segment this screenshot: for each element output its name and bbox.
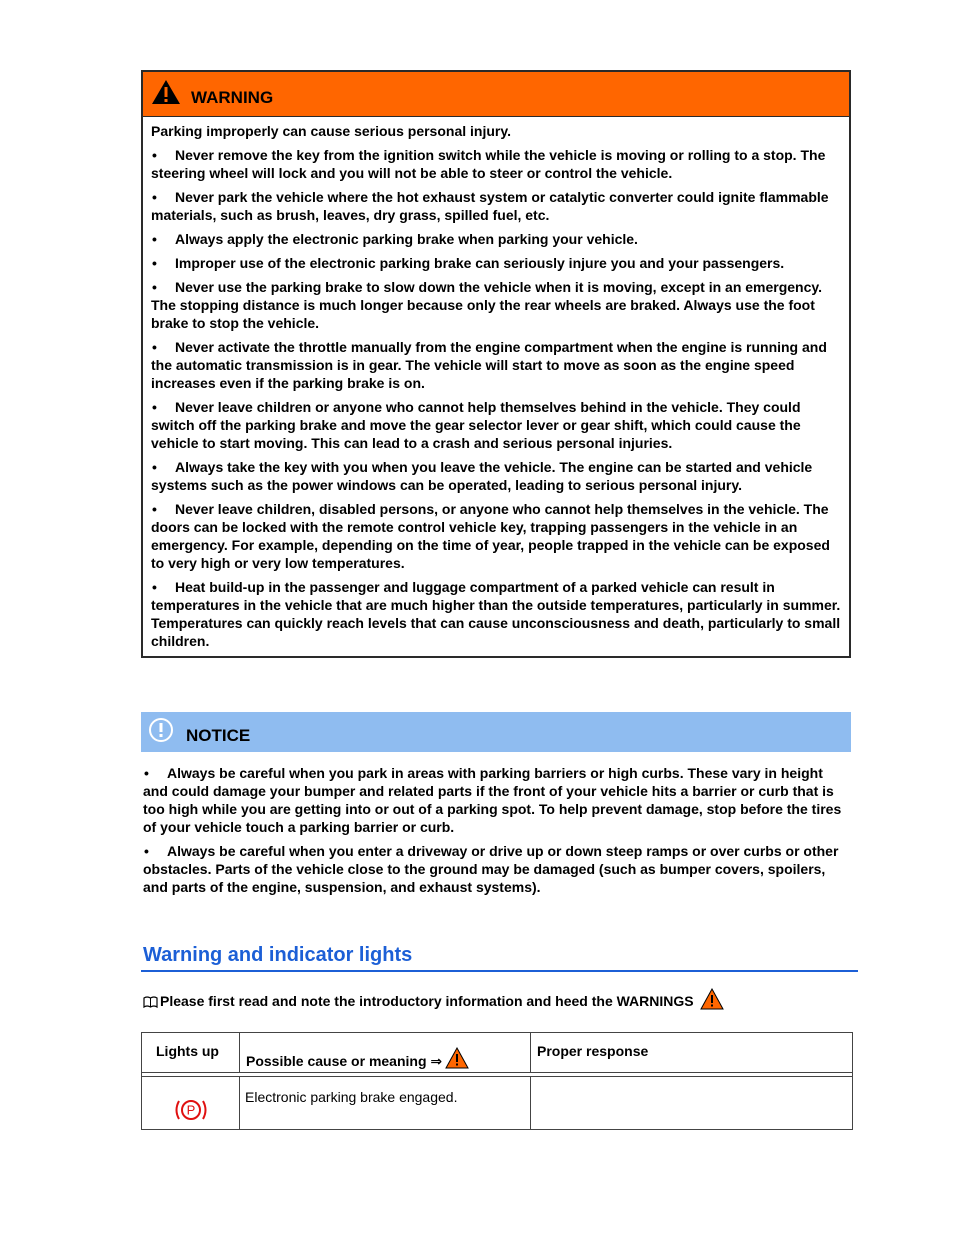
notice-item: • Always be careful when you enter a driveway or drive up or down steep ramps or over curbs or other obstacles. Parts of the vehicle close to the ground may be damaged (such as bumper covers, spoilers, and parts of the engine, suspension, and exhaust systems). (143, 843, 839, 895)
warning-triangle-icon (445, 1047, 469, 1072)
warning-item: • Never leave children, disabled persons, or anyone who cannot help themselves in the vehicle. The doors can be locked with the remote control vehicle key, trapping passengers in the vehicle in an emergency. For example, depending on the time of year, people trapped in the vehicle can be exposed to very high or very low temperatures. (151, 501, 830, 571)
warning-body (143, 117, 849, 656)
notice-body (143, 764, 851, 902)
response-cell (531, 1077, 853, 1130)
warning-item: • Never park the vehicle where the hot exhaust system or catalytic converter could ignite flammable materials, such as brush, leaves, dry grass, spilled fuel, etc. (151, 189, 829, 223)
section-intro-text: Please first read and note the introductory information and heed the WARNINGS (160, 992, 694, 1009)
light-cell (142, 1077, 240, 1130)
table-header-row (142, 1033, 853, 1073)
warning-box (141, 70, 851, 658)
indicator-lights-table (141, 1032, 853, 1130)
notice-title: NOTICE (186, 726, 251, 745)
warning-item: • Improper use of the electronic parking brake can seriously injure you and your passengers. (152, 255, 785, 271)
svg-text:P: P (186, 1102, 195, 1118)
notice-item: • Always be careful when you park in areas with parking barriers or high curbs. These vary in height and could damage your bumper and related parts if the front of your vehicle hits a barrier or curb that is too high while you are getting into or out of a parking spot. To help prevent damage, stop before the tires of your vehicle touch a parking barrier or curb. (143, 765, 842, 835)
notice-header (141, 712, 851, 752)
notice-exclamation-icon (148, 717, 174, 748)
warning-item: • Always take the key with you when you leave the vehicle. The engine can be started and vehicle systems such as the power windows can be operated, leading to serious personal injury. (151, 459, 813, 493)
meaning-cell: Electronic parking brake engaged. (240, 1077, 531, 1130)
warning-item: • Always apply the electronic parking brake when parking your vehicle. (152, 231, 638, 247)
warning-item: • Never activate the throttle manually from the engine compartment when the engine is running and the automatic transmission is in gear. The vehicle will start to move as soon as the engine speed increases even if the parking brake is on. (151, 339, 827, 391)
warning-triangle-icon (700, 988, 724, 1013)
warning-header (143, 72, 849, 117)
warning-item: • Never use the parking brake to slow down the vehicle when it is moving, except in an emergency. The stopping distance is much longer because only the rear wheels are braked. Always use the foot brake to stop the vehicle. (151, 279, 823, 331)
parking-brake-icon (173, 1097, 209, 1126)
column-header: Possible cause or meaning ⇒ (240, 1033, 531, 1073)
table-row (142, 1077, 853, 1130)
section-heading: Warning and indicator lights (141, 944, 858, 972)
warning-title: WARNING (191, 88, 274, 107)
column-header: Lights up (142, 1033, 240, 1073)
warning-triangle-icon (151, 79, 181, 110)
warning-item: • Never leave children or anyone who cannot help themselves behind in the vehicle. They could switch off the parking brake and move the gear selector lever or gear shift, which could cause the vehicle to start moving. This can lead to a crash and serious personal injuries. (151, 399, 801, 451)
warning-item: • Never remove the key from the ignition switch while the vehicle is moving or rolling to a stop. The steering wheel will lock and you will not be able to steer or control the vehicle. (151, 147, 826, 181)
book-icon (143, 995, 158, 1007)
column-header: Proper response (531, 1033, 853, 1073)
warning-intro: Parking improperly can cause serious personal injury. (151, 123, 511, 139)
warning-item: • Heat build-up in the passenger and luggage compartment of a parked vehicle can result in temperatures in the vehicle that are much higher than the outside temperatures, particularly in summer. Temperatures can quickly reach levels that can cause unconsciousness and death, particularly to small children. (151, 579, 841, 649)
section-intro (143, 988, 724, 1013)
